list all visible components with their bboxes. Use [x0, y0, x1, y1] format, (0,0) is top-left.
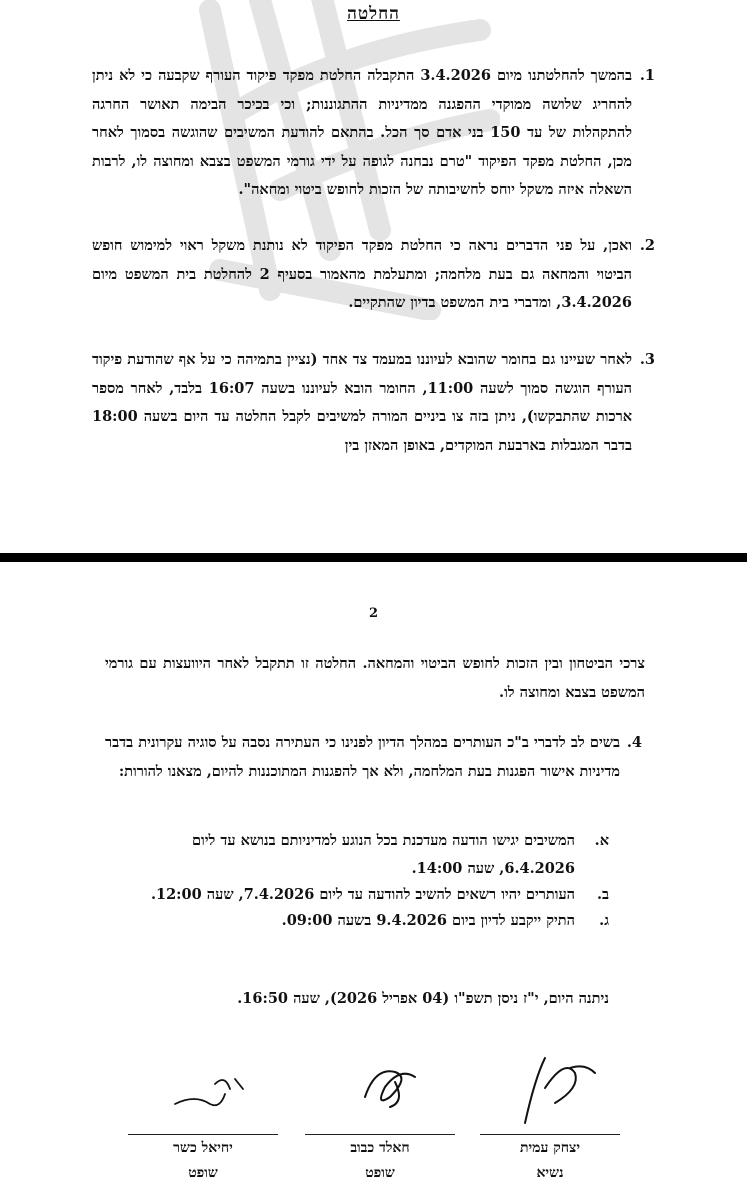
judge-title: שופט	[365, 1165, 395, 1181]
paragraph-number: .3	[639, 351, 655, 368]
document-page-2	[0, 562, 747, 1200]
order-b-line-1: העותרים יהיו רשאים להשיב להודעה עד ליום 7.4.2026, שעה 12:00.	[150, 886, 575, 903]
document-page-1	[0, 0, 747, 553]
judge-title: שופט	[188, 1165, 218, 1181]
judge-name: יחיאל כשר	[173, 1140, 233, 1156]
continuation-text: צרכי הביטחון ובין הזכות לחופש הביטוי והמחאה. החלטה זו תתקבל לאחר היוועצות עם גורמי המשפט בצבא ומחוצה לו.	[105, 655, 645, 701]
page-number: 2	[368, 606, 379, 621]
page-title: החלטה	[347, 4, 400, 24]
signature-line	[480, 1134, 620, 1135]
signature-icon	[355, 1057, 435, 1117]
order-letter: ב.	[596, 886, 609, 903]
judge-name: חאלד כבוב	[350, 1140, 410, 1156]
order-a-line-1: המשיבים יגישו הודעה מעדכנת בכל הנוגע למדיניותם בנושא עד ליום	[191, 832, 575, 849]
signature-icon	[515, 1048, 605, 1133]
paragraph-number: .2	[639, 237, 655, 254]
signature-icon	[165, 1064, 255, 1119]
order-letter: א.	[594, 832, 609, 849]
order-letter: ג.	[599, 912, 609, 929]
order-c-line-1: התיק ייקבע לדיון ביום 9.4.2026 בשעה 09:00.	[281, 912, 575, 929]
signature-line	[128, 1134, 278, 1135]
paragraph-4: בשים לב לדברי ב"כ העותרים במהלך הדיון לפנינו כי העתירה נסבה על סוגיה עקרונית בדבר מדיניות אישור הפגנות בעת המלחמה, ולא אך להפגנות המתוכננות להיום, מצאנו להורות:	[105, 734, 620, 780]
order-a-line-2: 6.4.2026, שעה 14:00.	[411, 860, 575, 877]
paragraph-number: .4	[626, 734, 642, 751]
judge-title: נשיא	[536, 1165, 564, 1181]
paragraph-number: .1	[639, 67, 655, 84]
paragraph-3: לאחר שעיינו גם בחומר שהובא לעיוננו במעמד צד אחד (נציין בתמיהה כי על אף שהודעת פיקוד העורף הוגשה סמוך לשעה 11:00, החומר הובא לעיוננו בשעה 16:07 בלבד, לאחר מספר ארכות שהתבקשו), ניתן בזה צו ביניים המורה למשיבים לקבל החלטה עד היום בשעה 18:00 בדבר המגבלות בארבעת המוקדים, באופן המאזן בין	[92, 351, 632, 454]
judge-name: יצחק עמית	[519, 1140, 581, 1156]
signature-line	[305, 1134, 455, 1135]
given-date-line: ניתנה היום, י"ז ניסן תשפ"ו (04 אפריל 2026), שעה 16:50.	[237, 990, 609, 1007]
paragraph-1: בהמשך להחלטתנו מיום 3.4.2026 התקבלה החלטת מפקד פיקוד העורף שקבעה כי לא ניתן להחריג שלושה ממוקדי ההפגנה ממדיניות ההתגוננות; וכי בכיכר הבימה תאושר החרגה להתקהלות של עד 150 בני אדם סך הכל. בהתאם להודעת המשיבים שהוגשה בסמוך לאחר מכן, החלטת מפקד הפיקוד "טרם נבחנה לגופה על ידי גורמי המשפט בצבא ומחוצה לו, לרבות השאלה איזה משקל יוחס לחשיבותה של הזכות לחופש ביטוי ומחאה".	[92, 67, 632, 198]
paragraph-2: ואכן, על פני הדברים נראה כי החלטת מפקד הפיקוד לא נותנת משקל ראוי למימוש חופש הביטוי והמחאה גם בעת מלחמה; ומתעלמת מהאמור בסעיף 2 להחלטת בית המשפט מיום 3.4.2026, ומדברי בית המשפט בדיון שהתקיים.	[92, 237, 632, 311]
